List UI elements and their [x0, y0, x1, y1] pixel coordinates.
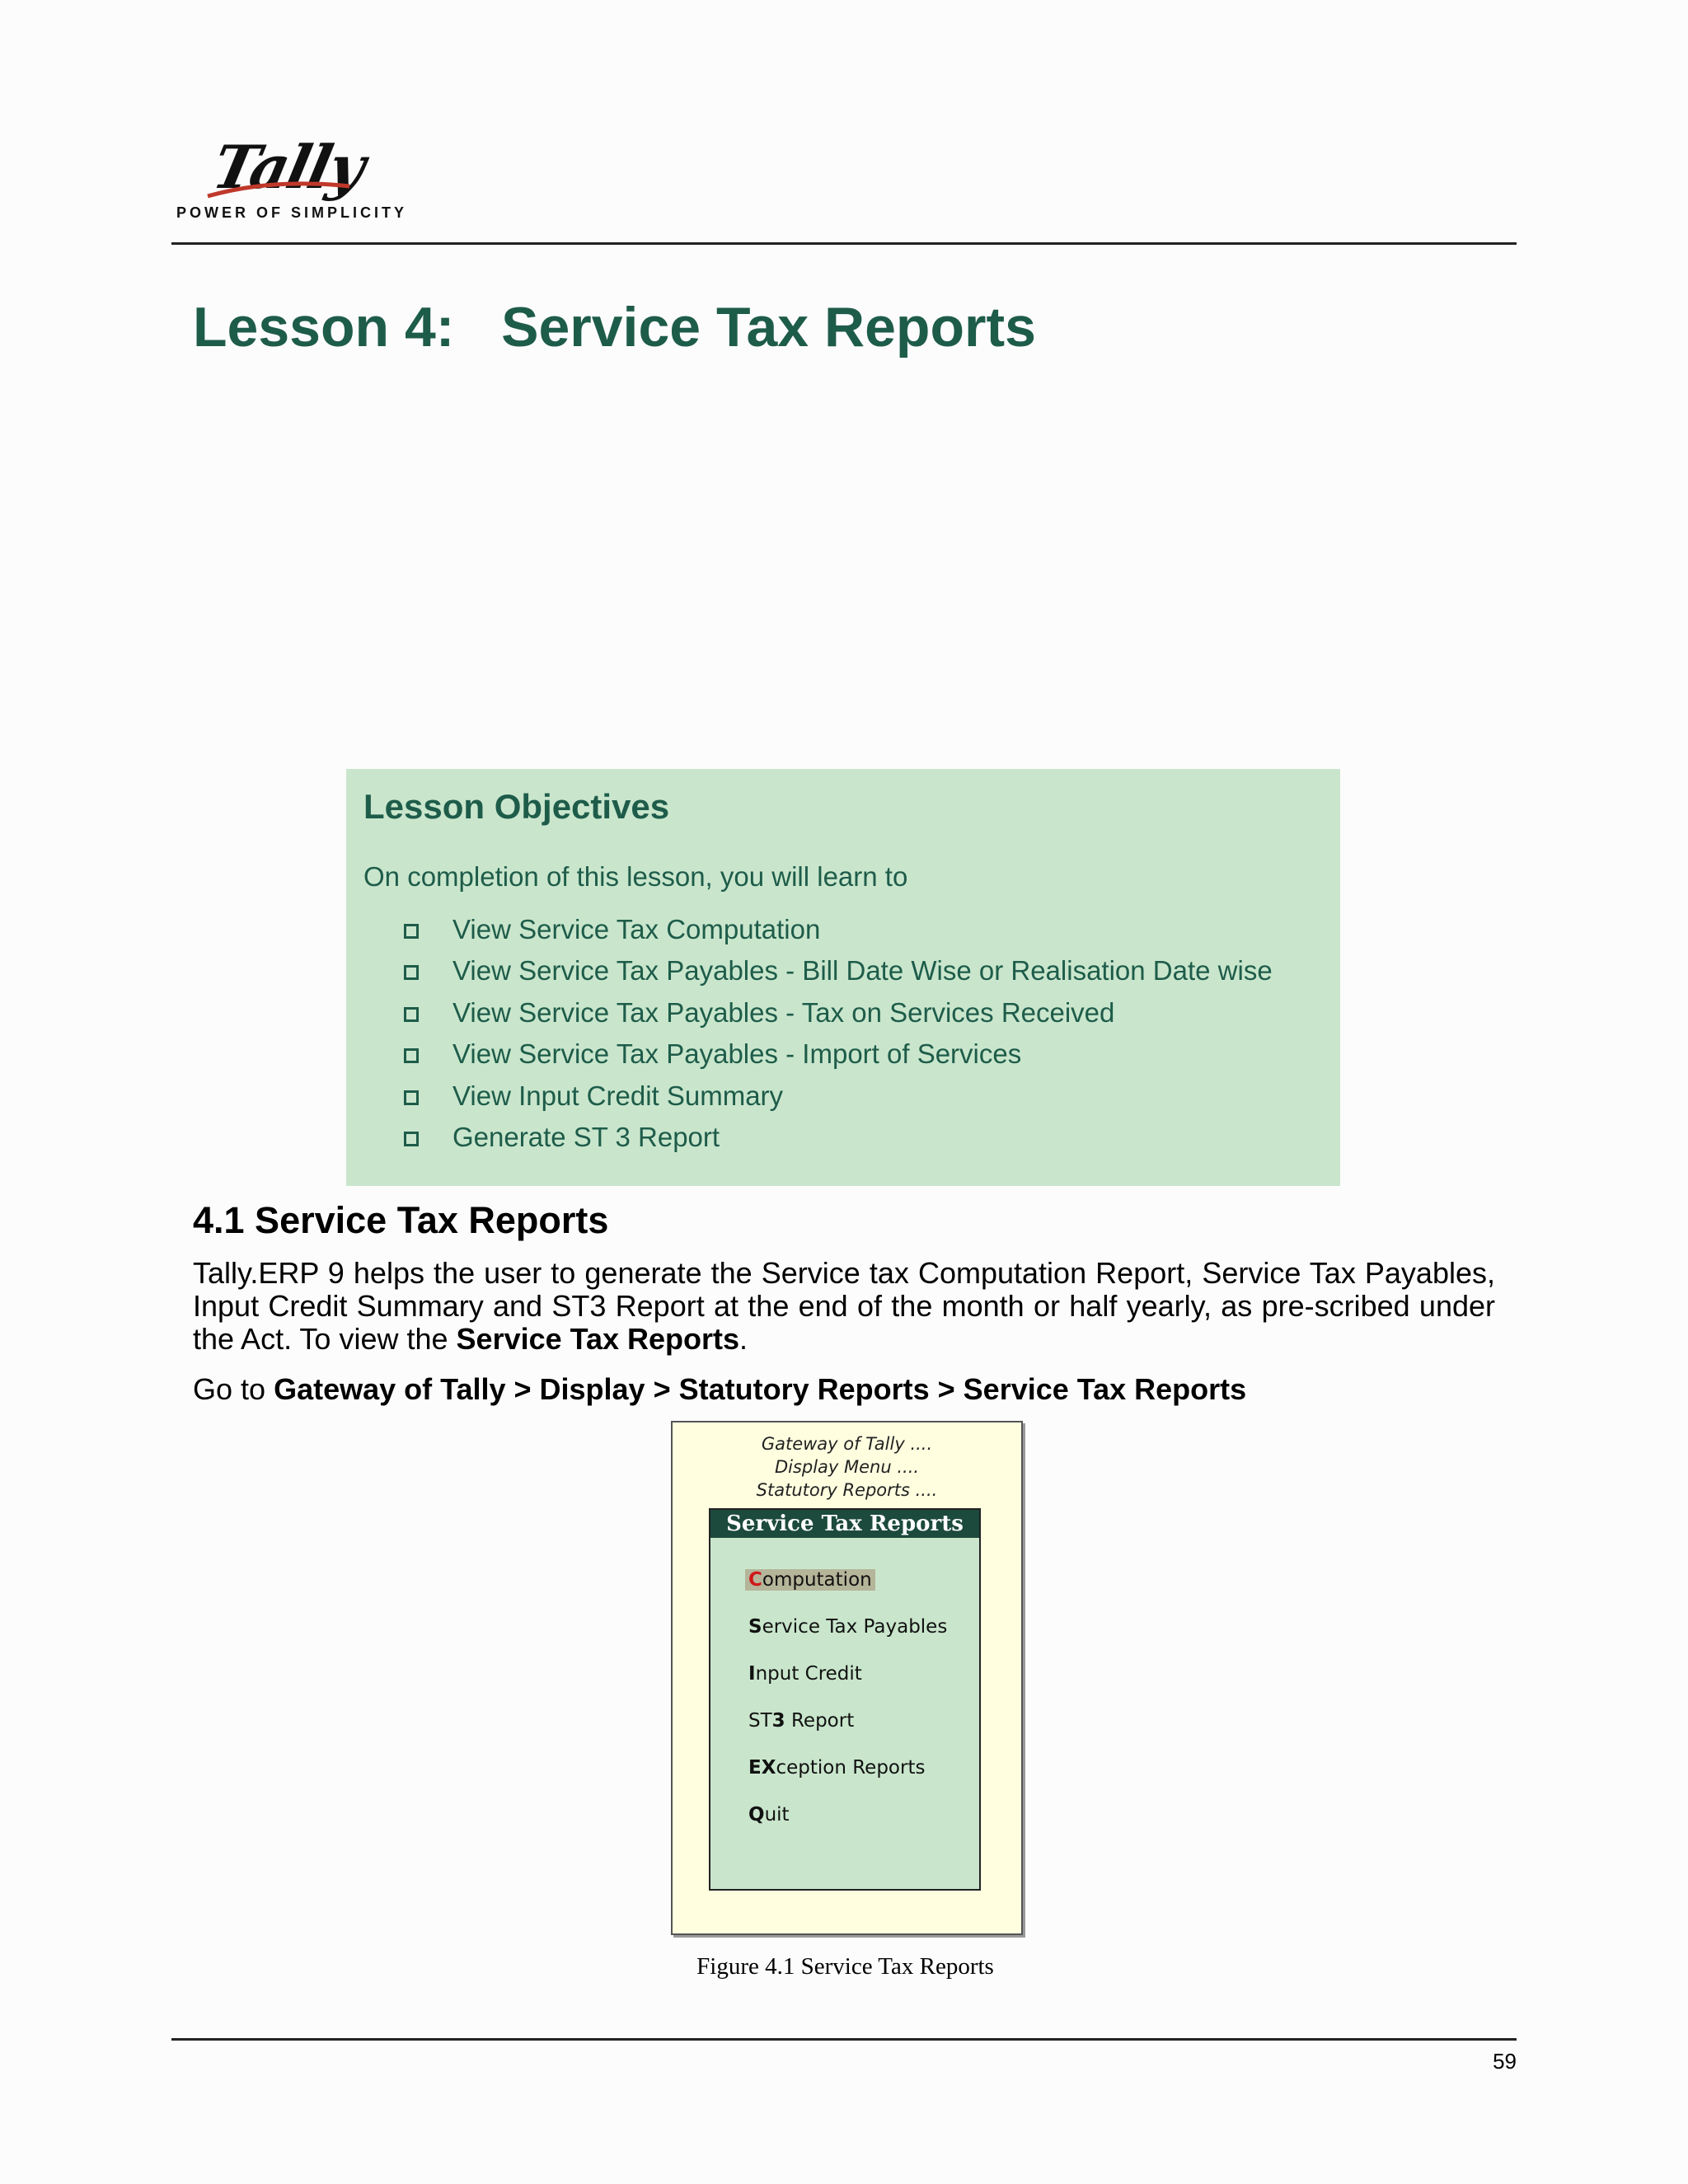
menu-item-service-tax-payables[interactable]: Service Tax Payables	[748, 1616, 948, 1638]
list-item: View Service Tax Payables - Import of Services	[346, 1033, 1273, 1075]
menu-title: Service Tax Reports	[710, 1510, 979, 1538]
tally-logo	[173, 132, 408, 223]
navigation-path: Gateway of Tally > Display > Statutory Reports > Service Tax Reports	[274, 1372, 1247, 1406]
menu-item-input-credit[interactable]: Input Credit	[748, 1663, 862, 1685]
square-bullet-icon	[404, 1132, 419, 1146]
menu-item-exception-reports[interactable]: EXception Reports	[748, 1757, 926, 1779]
logo-wordmark: Tally	[206, 132, 370, 202]
objectives-heading: Lesson Objectives	[363, 787, 670, 826]
logo-tagline: POWER OF SIMPLICITY	[176, 204, 408, 221]
list-item: View Input Credit Summary	[346, 1076, 1273, 1117]
lesson-title: Lesson 4: Service Tax Reports	[193, 296, 1036, 359]
header-divider	[171, 242, 1517, 245]
list-item: View Service Tax Payables - Bill Date Wise or Realisation Date wise	[346, 950, 1273, 991]
square-bullet-icon	[404, 1007, 419, 1022]
page-number: 59	[1493, 2049, 1517, 2074]
square-bullet-icon	[404, 1090, 419, 1105]
menu-item-computation[interactable]: Computation	[745, 1569, 875, 1591]
objectives-intro: On completion of this lesson, you will learn to	[363, 861, 908, 892]
menu-item-quit[interactable]: Quit	[748, 1804, 790, 1825]
footer-divider	[171, 2038, 1517, 2041]
menu-item-st3-report[interactable]: ST3 Report	[748, 1710, 855, 1732]
objectives-list	[346, 909, 1273, 1158]
square-bullet-icon	[404, 1048, 419, 1063]
breadcrumb-display-menu: Display Menu ....	[774, 1457, 920, 1477]
section-paragraph: Tally.ERP 9 helps the user to generate the Service tax Computation Report, Service Tax Payables, Input Credit Summary and ST3 Report at the end of the month or half yearly, as pre-scribed under the Act. To view the Service Tax Reports.	[193, 1256, 1495, 1356]
logo-swoosh-icon	[204, 178, 353, 203]
list-item: View Service Tax Computation	[346, 909, 1273, 950]
square-bullet-icon	[404, 924, 419, 939]
breadcrumb-statutory-reports: Statutory Reports ....	[756, 1480, 938, 1500]
navigation-instruction: Go to Gateway of Tally > Display > Statutory Reports > Service Tax Reports	[193, 1372, 1247, 1406]
list-item: Generate ST 3 Report	[346, 1117, 1273, 1158]
list-item: View Service Tax Payables - Tax on Services Received	[346, 992, 1273, 1033]
square-bullet-icon	[404, 965, 419, 980]
lesson-objectives-box	[346, 769, 1340, 1186]
breadcrumb-gateway: Gateway of Tally ....	[761, 1434, 933, 1454]
figure-caption: Figure 4.1 Service Tax Reports	[696, 1953, 994, 1980]
service-tax-reports-menu	[709, 1508, 981, 1891]
section-heading: 4.1 Service Tax Reports	[193, 1199, 609, 1241]
service-tax-reports-screenshot	[671, 1421, 1023, 1935]
